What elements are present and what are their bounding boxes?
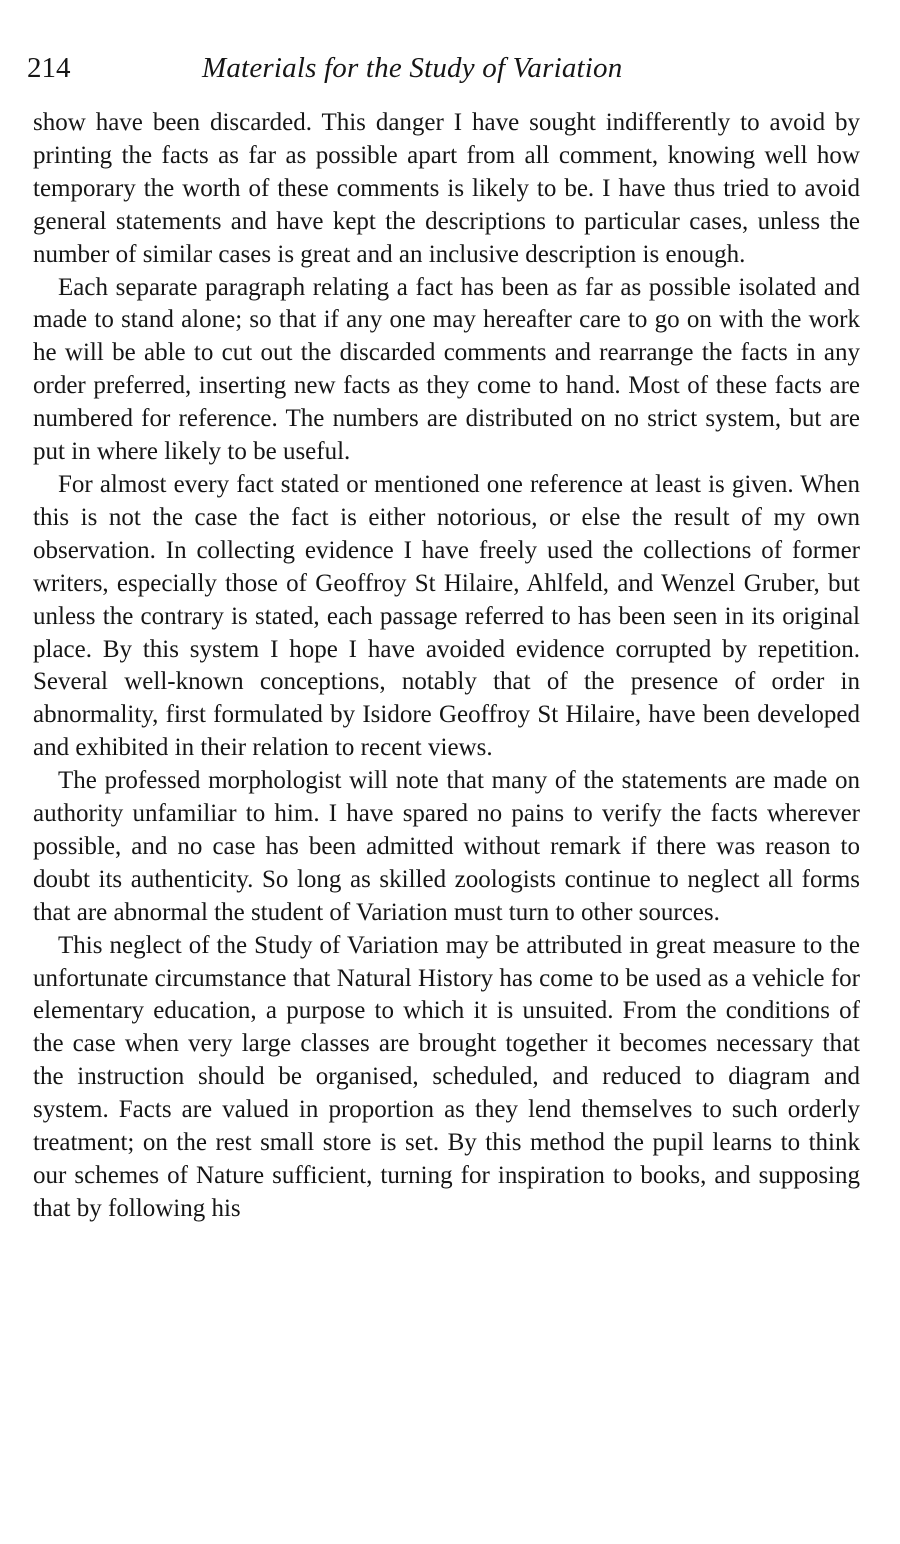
- paragraph: show have been discarded. This danger I have sought indifferently to avoid by printing the facts as far as possible apart from all comment, knowing well how temporary the worth of these comments is likely to be. I have thus tried to avoid general statements and have kept the descriptions to particular cases, unless the number of similar cases is great and an inclusive description is enough.: [33, 109, 860, 268]
- running-title: Materials for the Study of Variation: [202, 52, 623, 84]
- paragraph: The professed morphologist will note that many of the statements are made on authority unfamiliar to him. I have spared no pains to verify the facts wherever possible, and no case has been admitted without remark if there was reason to doubt its authenticity. So long as skilled zoologists continue to neglect all forms that are abnormal the student of Variation must turn to other sources.: [33, 767, 860, 926]
- paragraph: For almost every fact stated or mentioned one reference at least is given. When this is not the case the fact is either notorious, or else the result of my own observation. In collecting evidence I have freely used the collections of former writers, especially those of Geoffroy St Hilaire, Ahlfeld, and Wenzel Gruber, but unless the contrary is stated, each passage referred to has been seen in its original place. By this system I hope I have avoided evidence corrupted by repetition. Several well-known conceptions, notably that of the presence of order in abnormality, first formulated by Isidore Geoffroy St Hilaire, have been developed and exhibited in their relation to recent views.: [33, 470, 860, 762]
- paragraph: Each separate paragraph relating a fact has been as far as possible isolated and made to stand alone; so that if any one may hereafter care to go on with the work he will be able to cut out the discarded comments and rearrange the facts in any order preferred, inserting new facts as they come to hand. Most of these facts are numbered for reference. The numbers are distributed on no strict system, but are put in where likely to be useful.: [33, 273, 860, 466]
- paragraph: This neglect of the Study of Variation may be attributed in great measure to the unfortunate circumstance that Natural History has come to be used as a vehicle for elementary education, a purpose to which it is unsuited. From the conditions of the case when very large classes are brought together it becomes necessary that the instruction should be organised, scheduled, and reduced to diagram and system. Facts are valued in proportion as they lend themselves to such orderly treatment; on the rest small store is set. By this method the pupil learns to think our schemes of Nature sufficient, turning for inspiration to books, and supposing that by following his: [33, 931, 860, 1222]
- page-number: 214: [27, 52, 71, 84]
- page-header: [27, 48, 867, 88]
- body-text: [33, 107, 860, 1226]
